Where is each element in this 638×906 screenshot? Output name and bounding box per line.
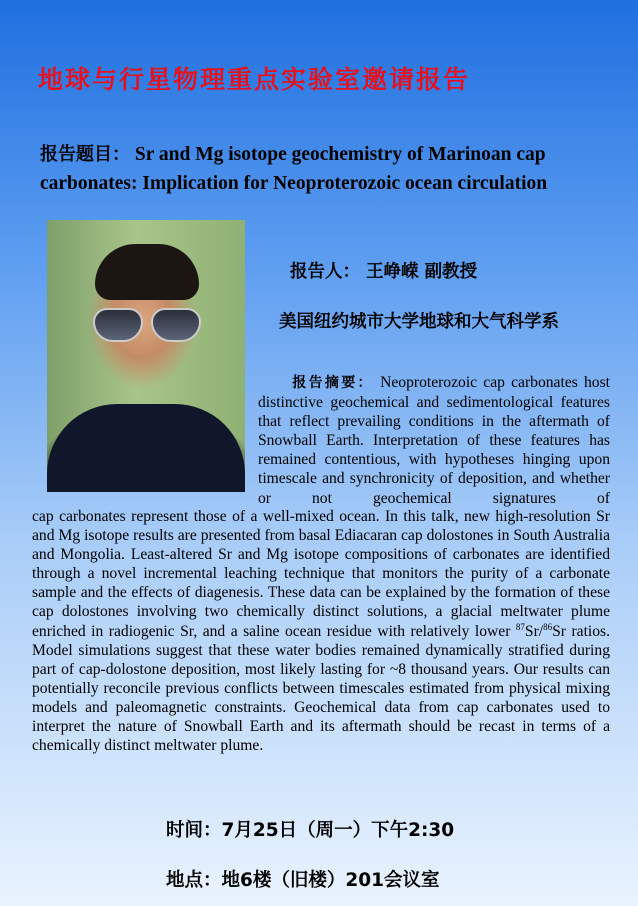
time-line [166, 816, 454, 842]
speaker-line [290, 258, 477, 283]
abstract-text-2: cap carbonates represent those of a well-mixed ocean. In this talk, new high-resolution Sr and Mg isotope results are presented from basal Ediacaran cap dolostones in South Australia and Mongolia. Least-altered Sr and Mg isotope compositions of carbonates are identified through a novel incremental leaching technique that monitors the purity of a carbonate sample and the effects of diagenesis. These data can be explained by the formation of these cap dolostones involving two chemically distinct solutions, a glacial meltwater plume enriched in radiogenic Sr, and a saline ocean residue with relatively lower [32, 508, 610, 640]
place-line [166, 866, 440, 892]
abstract-label: 报告摘要： [290, 375, 374, 391]
title-text: Sr and Mg isotope geochemistry of Marinoan cap carbonates: Implication for Neoproterozoic ocean circulation [40, 144, 548, 194]
abstract-text-1: Neoproterozoic cap carbonates host distinctive geochemical and sedimentological features that reflect prevailing conditions in the aftermath of Snowball Earth. Interpretation of these features has remained contentious, with hypotheses hinging upon timescale and synchronicity of deposition, and whether or not geochemical signatures of [258, 374, 611, 507]
time-label: 时间： [166, 820, 222, 841]
isotope-86: 86 [543, 621, 553, 632]
isotope-87: 87 [515, 621, 525, 632]
time-value: 7月25日（周一）下午2:30 [221, 820, 455, 841]
abstract-part2 [32, 507, 610, 755]
talk-title [40, 140, 630, 198]
speaker-affiliation: 美国纽约城市大学地球和大气科学系 [279, 312, 559, 332]
abstract-part1 [258, 373, 610, 508]
poster-header: 地球与行星物理重点实验室邀请报告 [38, 65, 471, 94]
speaker-photo [47, 220, 245, 492]
speaker-label: 报告人： [290, 262, 360, 282]
abstract-text-3: Sr ratios. Model simulations suggest that these water bodies remained dynamically stratified during part of cap-dolostone deposition, most likely lasting for ~8 thousand years. Our results can potentially reconcile previous conflicts between timescales estimated from physical mixing models and paleomagnetic constraints. Geochemical data from cap carbonates used to interpret the nature of Snowball Earth and its aftermath should be recast in terms of a chemically distinct meltwater plume. [32, 622, 611, 755]
place-value: 地6楼（旧楼）201会议室 [221, 870, 440, 891]
speaker-name: 王峥嵘 副教授 [366, 262, 478, 282]
place-label: 地点： [166, 870, 222, 891]
title-label: 报告题目： [40, 144, 130, 165]
isotope-sr: Sr/ [524, 622, 544, 640]
